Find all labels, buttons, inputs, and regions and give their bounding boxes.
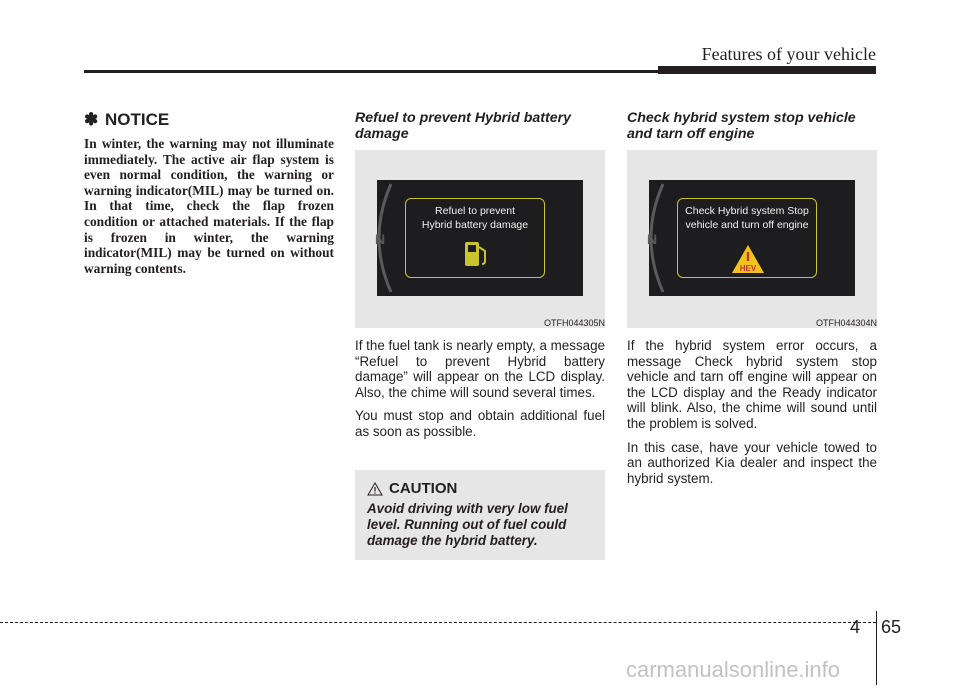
page-number: 65	[881, 617, 902, 637]
hybrid-stop-para-2: In this case, have your vehicle towed to an authorized Kia dealer and inspect the hybrid system.	[627, 439, 877, 486]
caution-label: CAUTION	[389, 480, 458, 497]
gauge-arc-icon	[633, 180, 669, 296]
refuel-para-2: You must stop and obtain additional fuel as soon as possible.	[355, 408, 605, 439]
notice-mark-icon: ✽	[84, 110, 99, 129]
lcd-message-frame	[677, 198, 817, 278]
hybrid-stop-para-1: If the hybrid system error occurs, a message Check hybrid system stop vehicle and tarn off engine will appear on the LCD display and the Ready indicator will blink. Also, the chime will sound until the problem is solved.	[627, 338, 877, 431]
hev-label: HEV	[739, 264, 757, 273]
caution-body: Avoid driving with very low fuel level. Running out of fuel could damage the hybrid battery.	[367, 501, 568, 548]
running-header: Features of your vehicle	[701, 44, 876, 64]
notice-section	[84, 110, 334, 276]
caution-heading	[367, 480, 599, 497]
svg-text:N: N	[647, 231, 658, 247]
watermark: carmanualsonline.info	[626, 657, 841, 682]
header-tab-bar	[658, 66, 876, 74]
figure-code: OTFH044304N	[815, 318, 877, 328]
lcd-line-1: Refuel to prevent	[435, 205, 515, 217]
fuel-pump-icon	[462, 239, 490, 269]
svg-text:N: N	[375, 231, 386, 247]
notice-title: NOTICE	[104, 110, 170, 129]
lcd-line-2: Hybrid battery damage	[421, 219, 529, 231]
hybrid-stop-figure	[627, 150, 877, 328]
footer-vertical-rule	[876, 611, 877, 685]
caution-box	[355, 470, 605, 560]
hybrid-stop-title: Check hybrid system stop vehicle and tarn off engine	[627, 110, 856, 142]
refuel-para-1: If the fuel tank is nearly empty, a message “Refuel to prevent Hybrid battery damage” will appear on the LCD display. Also, the chime will sound several times.	[355, 338, 605, 400]
refuel-figure	[355, 150, 605, 328]
hybrid-stop-section	[627, 110, 877, 486]
gauge-arc-icon	[361, 180, 397, 296]
refuel-title: Refuel to prevent Hybrid battery damage	[355, 110, 572, 142]
lcd-line-2: vehicle and turn off engine	[685, 219, 809, 231]
hev-warning-icon	[730, 243, 766, 275]
notice-heading	[84, 110, 334, 130]
notice-body: In winter, the warning may not illuminate immediately. The active air flap system is even normal condition, the warning or warning indicator(MIL) may be turned on. In that time, check the flap frozen condition or attached materials. If the flap is frozen in winter, the warning indicator(MIL) may be turned on without warning contents.	[84, 136, 334, 276]
figure-code: OTFH044305N	[543, 318, 605, 328]
caution-triangle-icon	[367, 482, 383, 496]
footer-dashed-rule	[0, 622, 876, 623]
lcd-line-1: Check Hybrid system Stop	[685, 205, 809, 217]
chapter-number: 4	[850, 617, 861, 637]
lcd-message-frame	[405, 198, 545, 278]
refuel-section	[355, 110, 605, 440]
